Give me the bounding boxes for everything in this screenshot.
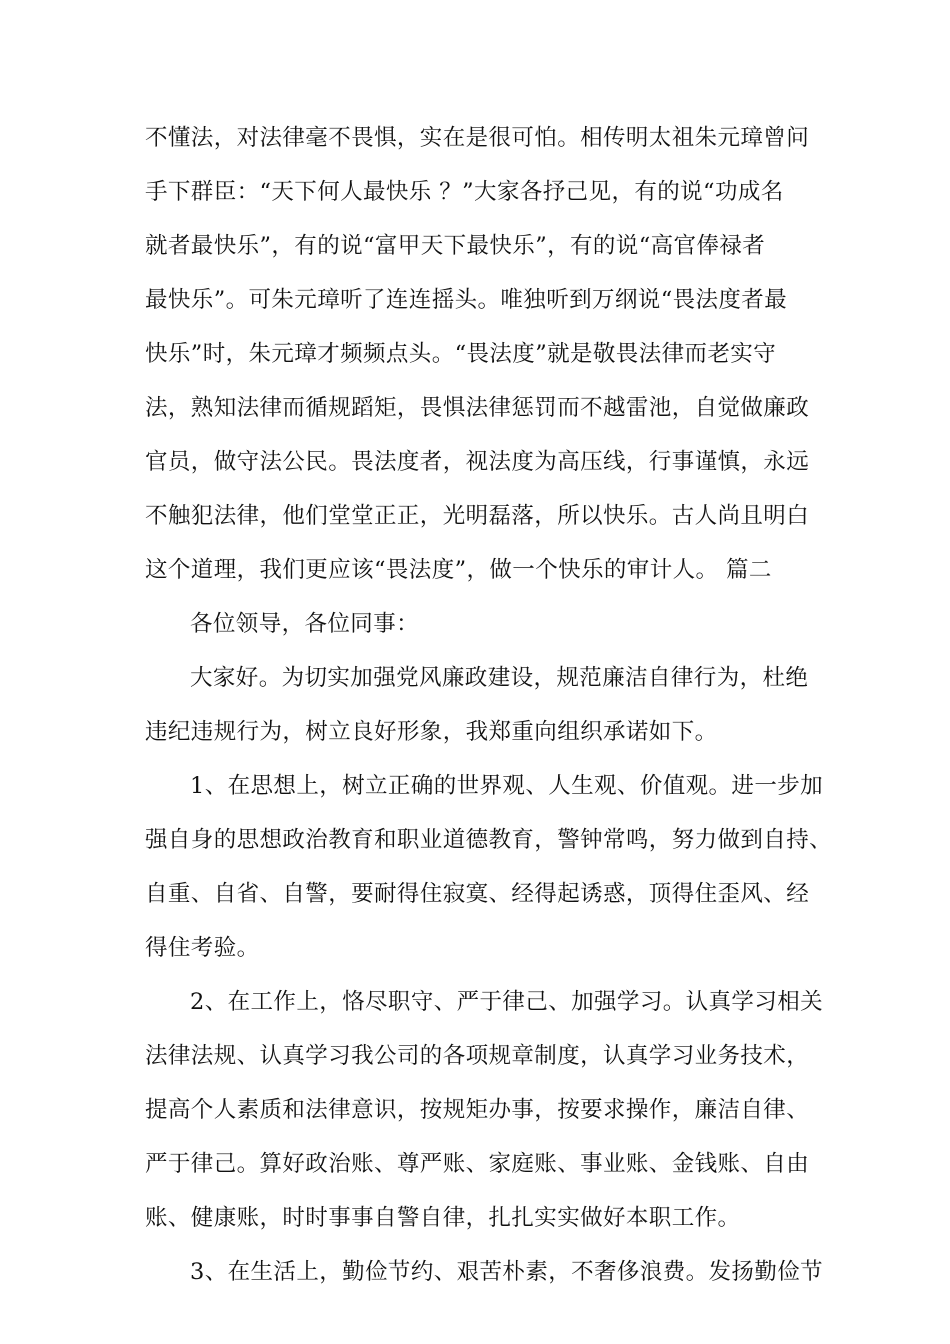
text-line: 强自身的思想政治教育和职业道德教育，警钟常鸣，努力做到自持、: [145, 827, 833, 853]
text-line: 法，熟知法律而循规蹈矩，畏惧法律惩罚而不越雷池，自觉做廉政: [145, 395, 810, 421]
text-line: 官员，做守法公民。畏法度者，视法度为高压线，行事谨慎，永远: [145, 449, 810, 475]
text-line: 自重、自省、自警，要耐得住寂寞、经得起诱惑，顶得住歪风、经: [145, 881, 810, 907]
text-line: 手下群臣：“天下何人最快乐 ？”大家各抒己见，有的说“功成名: [145, 179, 784, 205]
text-line: 提高个人素质和法律意识，按规矩办事，按要求操作，廉洁自律、: [145, 1097, 810, 1123]
numbered-item-3: 3、在生活上，勤俭节约、艰苦朴素，不奢侈浪费。发扬勤俭节: [190, 1259, 824, 1285]
text-line: 不触犯法律，他们堂堂正正，光明磊落，所以快乐。古人尚且明白: [145, 503, 810, 529]
text-line: 严于律己。算好政治账、尊严账、家庭账、事业账、金钱账、自由: [145, 1151, 810, 1177]
text-line: 法律法规、认真学习我公司的各项规章制度，认真学习业务技术，: [145, 1043, 810, 1069]
text-line: 不懂法，对法律毫不畏惧，实在是很可怕。相传明太祖朱元璋曾问: [145, 125, 810, 151]
text-line: 大家好。为切实加强党风廉政建设，规范廉洁自律行为，杜绝: [190, 665, 809, 691]
text-line: 这个道理，我们更应该“畏法度”，做一个快乐的审计人。 篇二: [145, 557, 772, 583]
salutation: 各位领导，各位同事：: [190, 611, 420, 637]
text-line: 得住考验。: [145, 935, 260, 961]
text-line: 违纪违规行为，树立良好形象，我郑重向组织承诺如下。: [145, 719, 718, 745]
text-line: 就者最快乐”，有的说“富甲天下最快乐”，有的说“高官俸禄者: [145, 233, 766, 259]
numbered-item-2: 2、在工作上，恪尽职守、严于律己、加强学习。认真学习相关: [190, 989, 824, 1015]
text-line: 最快乐”。可朱元璋听了连连摇头。唯独听到万纲说“畏法度者最: [145, 287, 788, 313]
text-line: 账、健康账，时时事事自警自律，扎扎实实做好本职工作。: [145, 1205, 741, 1231]
text-line: 快乐”时，朱元璋才频频点头。“畏法度”就是敬畏法律而老实守: [145, 341, 777, 367]
numbered-item-1: 1、在思想上，树立正确的世界观、人生观、价值观。进一步加: [190, 773, 824, 799]
